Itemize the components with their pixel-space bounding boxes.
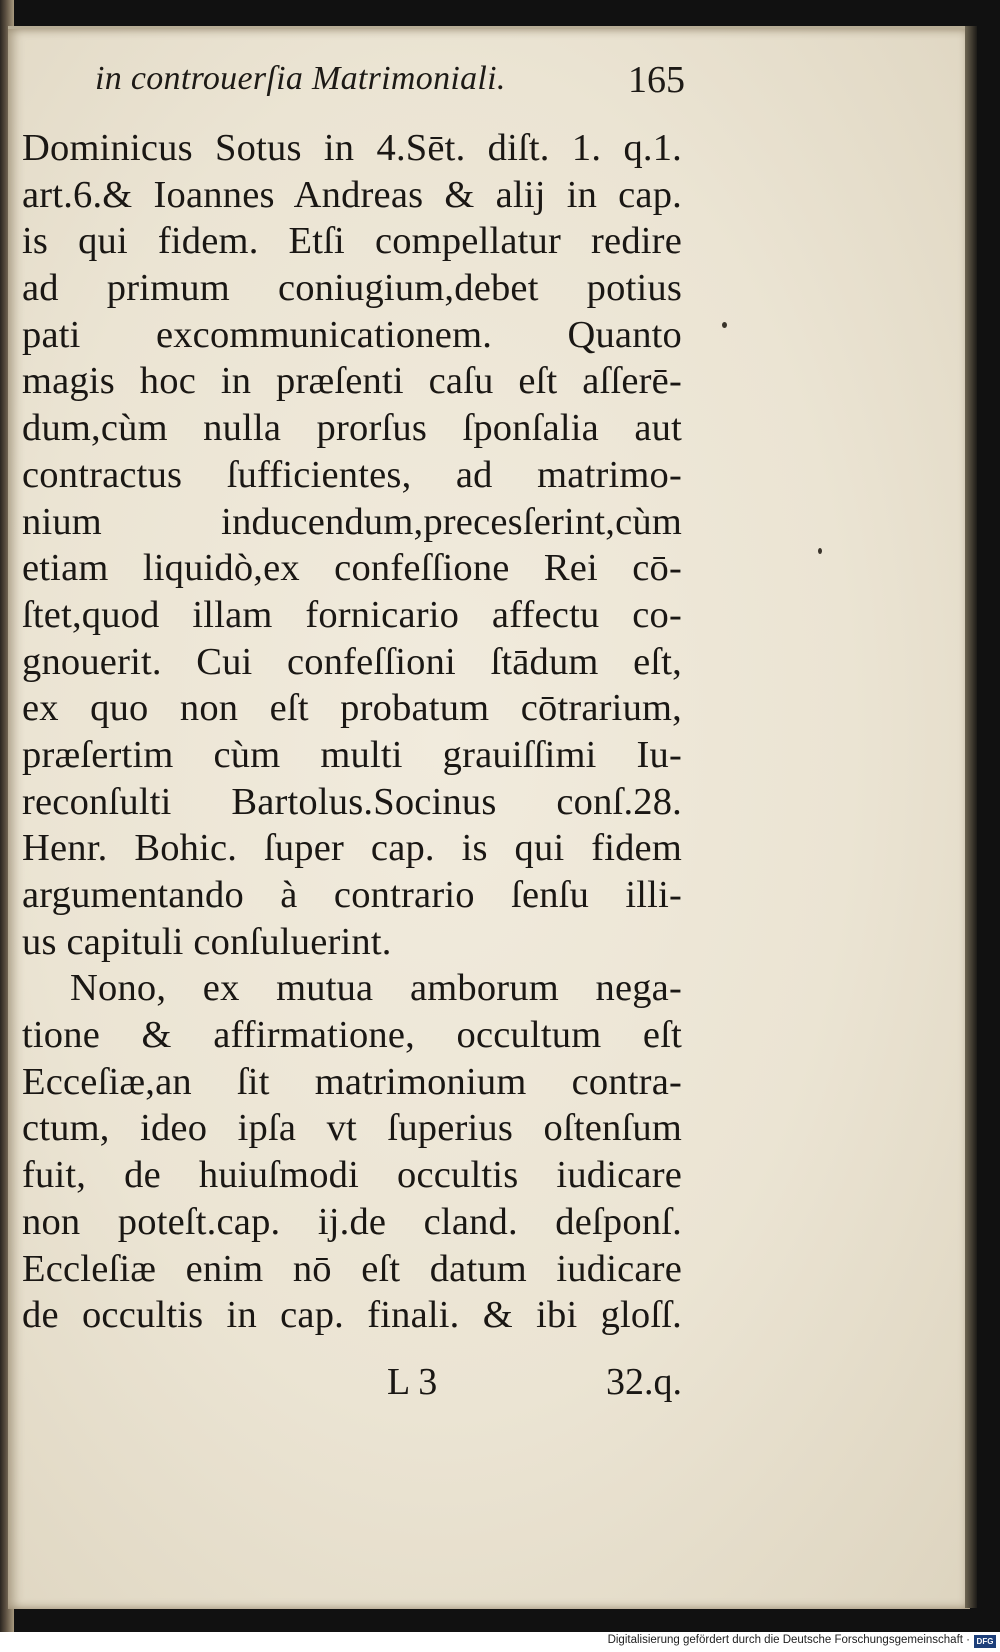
- text-line: pati excommunicationem. Quanto: [22, 313, 682, 356]
- text-line: reconſulti Bartolus.Socinus conſ.28.: [22, 780, 682, 823]
- text-line: ad primum coniugium,debet potius: [22, 267, 682, 310]
- text-line: non poteſt.cap. ij.de cland. deſponſ.: [22, 1200, 682, 1243]
- text-line: tione & affirmatione, occultum eſt: [22, 1014, 682, 1057]
- credit-bar: [0, 1632, 1000, 1652]
- text-line: dum,cùm nulla prorſus ſponſalia aut: [22, 407, 682, 450]
- paragraph-end-line: us capituli conſuluerint.: [22, 920, 392, 963]
- credit-text: Digitalisierung gefördert durch die Deutsche Forschungsgemeinschaft ·: [607, 1634, 970, 1646]
- text-line: Eccеſiæ,an ſit matrimonium contra-: [22, 1060, 682, 1103]
- text-line: etiam liquidò,ex confeſſione Rei cō-: [22, 547, 682, 590]
- text-line: Eccleſiæ enim nō eſt datum iudicare: [22, 1247, 682, 1290]
- text-line: contractus ſufficientes, ad matrimo-: [22, 453, 682, 496]
- body-text: [22, 125, 682, 1339]
- running-head: in controuerſia Matrimoniali.: [95, 60, 506, 97]
- text-line: Henr. Bohic. ſuper cap. is qui fidem: [22, 827, 682, 870]
- paper-speck: [818, 548, 822, 554]
- text-line: ex quo non eſt probatum cōtrarium,: [22, 687, 682, 730]
- text-line: præſertim cùm multi grauiſſimi Iu-: [22, 733, 682, 776]
- text-line: argumentando à contrario ſenſu illi-: [22, 874, 682, 916]
- text-line: Dominicus Sotus in 4.Sēt. diſt. 1. q.1.: [22, 127, 682, 169]
- text-line: magis hoc in præſenti caſu eſt aſſerē-: [22, 360, 682, 403]
- text-line: ſtet,quod illam fornicario affectu co-: [22, 593, 682, 636]
- text-line: de occultis in cap. finali. & ibi gloſſ.: [22, 1294, 682, 1337]
- paragraph-start-line: Nono, ex mutua amborum nega-: [70, 967, 682, 1010]
- catchword: 32.q.: [606, 1361, 682, 1403]
- text-line: nium inducendum,precesſerint,cùm: [22, 500, 682, 543]
- text-line: fuit, de huiuſmodi occultis iudicare: [22, 1154, 682, 1197]
- paper-speck: [722, 322, 727, 328]
- text-line: gnouerit. Cui confeſſioni ſtādum eſt,: [22, 640, 682, 683]
- text-line: ctum, ideo ipſa vt ſuperius oſtenſum: [22, 1107, 682, 1150]
- page-footer: [22, 1360, 682, 1410]
- text-line: is qui fidem. Etſi compellatur redire: [22, 220, 682, 263]
- text-line: art.6.& Ioannes Andreas & alij in cap.: [22, 173, 682, 216]
- page-edge-shadow: [965, 26, 977, 1608]
- signature-mark: L 3: [387, 1361, 438, 1403]
- page-number: 165: [628, 59, 685, 101]
- dfg-logo: DFG: [974, 1635, 996, 1648]
- page-header: [95, 52, 685, 112]
